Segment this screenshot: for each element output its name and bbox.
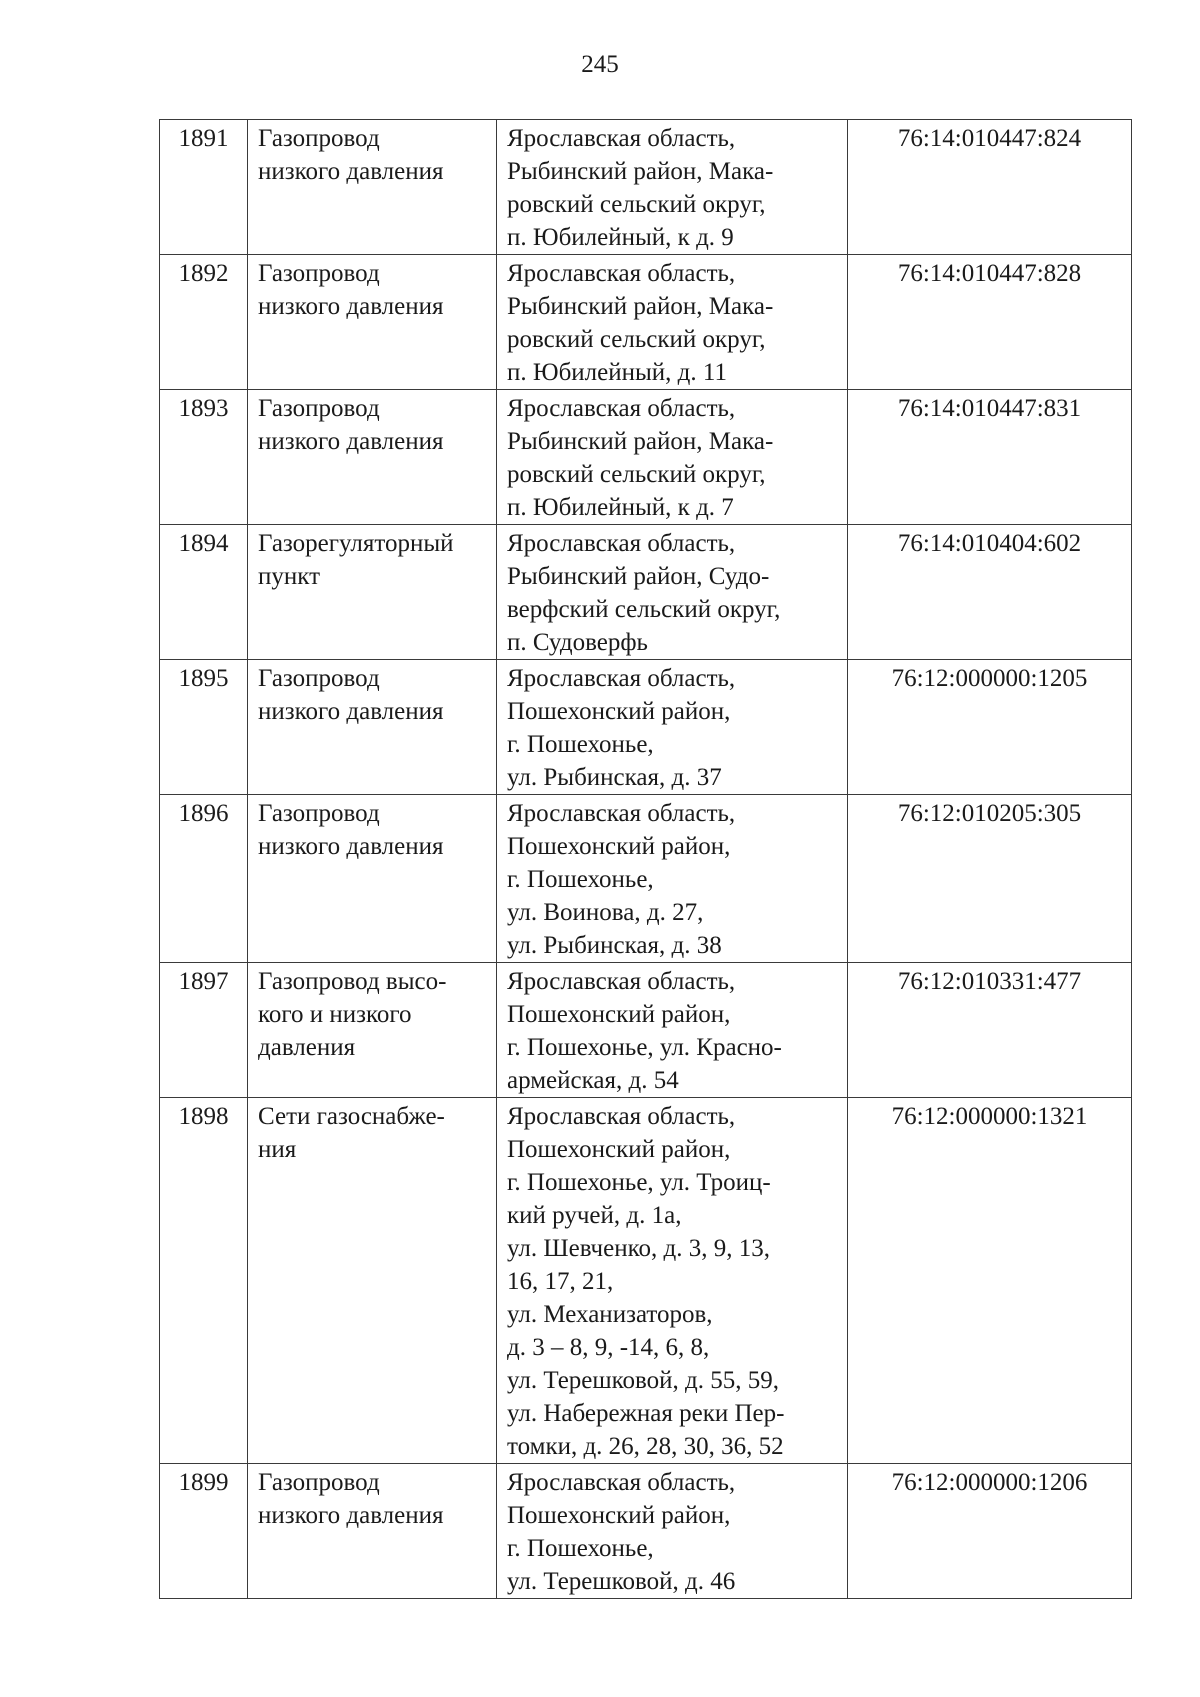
- row-number: 1897: [160, 963, 248, 1098]
- cadastral-number: 76:12:010331:477: [848, 963, 1132, 1098]
- object-address: Ярославская область, Пошехонский район, г. Пошехонье, ул. Рыбинская, д. 37: [497, 660, 848, 795]
- table-row: [160, 390, 1132, 525]
- cadastral-number: 76:12:000000:1205: [848, 660, 1132, 795]
- cadastral-number: 76:14:010447:831: [848, 390, 1132, 525]
- object-address: Ярославская область, Пошехонский район, г. Пошехонье, ул. Троиц- кий ручей, д. 1а, ул. Шевченко, д. 3, 9, 13, 16, 17, 21, ул. Механизаторов, д. 3 – 8, 9, -14, 6, 8, ул. Терешковой, д. 55, 59, ул. Набережная реки Пер- томки, д. 26, 28, 30, 36, 52: [497, 1098, 848, 1464]
- object-name: Газопровод низкого давления: [248, 255, 497, 390]
- row-number: 1892: [160, 255, 248, 390]
- object-address: Ярославская область, Пошехонский район, г. Пошехонье, ул. Красно- армейская, д. 54: [497, 963, 848, 1098]
- object-address: Ярославская область, Рыбинский район, Судо- верфский сельский округ, п. Судоверфь: [497, 525, 848, 660]
- object-address: Ярославская область, Рыбинский район, Мака- ровский сельский округ, п. Юбилейный, к д. 7: [497, 390, 848, 525]
- row-number: 1898: [160, 1098, 248, 1464]
- table-row: [160, 120, 1132, 255]
- cadastral-number: 76:14:010447:828: [848, 255, 1132, 390]
- object-address: Ярославская область, Рыбинский район, Мака- ровский сельский округ, п. Юбилейный, к д. 9: [497, 120, 848, 255]
- cadastral-number: 76:14:010404:602: [848, 525, 1132, 660]
- cadastral-number: 76:12:000000:1321: [848, 1098, 1132, 1464]
- table-row: [160, 795, 1132, 963]
- object-address: Ярославская область, Пошехонский район, г. Пошехонье, ул. Терешковой, д. 46: [497, 1464, 848, 1599]
- object-address: Ярославская область, Пошехонский район, г. Пошехонье, ул. Воинова, д. 27, ул. Рыбинская, д. 38: [497, 795, 848, 963]
- object-name: Газопровод высо- кого и низкого давления: [248, 963, 497, 1098]
- cadastral-number: 76:14:010447:824: [848, 120, 1132, 255]
- registry-table: [159, 119, 1132, 1599]
- page-number: 245: [581, 51, 619, 78]
- row-number: 1894: [160, 525, 248, 660]
- table-row: [160, 255, 1132, 390]
- table-row: [160, 963, 1132, 1098]
- row-number: 1891: [160, 120, 248, 255]
- row-number: 1896: [160, 795, 248, 963]
- table-row: [160, 1464, 1132, 1599]
- row-number: 1899: [160, 1464, 248, 1599]
- object-name: Газопровод низкого давления: [248, 660, 497, 795]
- object-name: Газопровод низкого давления: [248, 120, 497, 255]
- object-name: Газопровод низкого давления: [248, 1464, 497, 1599]
- row-number: 1895: [160, 660, 248, 795]
- table-row: [160, 1098, 1132, 1464]
- row-number: 1893: [160, 390, 248, 525]
- table-row: [160, 525, 1132, 660]
- object-name: Сети газоснабже- ния: [248, 1098, 497, 1464]
- object-name: Газопровод низкого давления: [248, 390, 497, 525]
- cadastral-number: 76:12:010205:305: [848, 795, 1132, 963]
- object-name: Газопровод низкого давления: [248, 795, 497, 963]
- cadastral-number: 76:12:000000:1206: [848, 1464, 1132, 1599]
- object-address: Ярославская область, Рыбинский район, Мака- ровский сельский округ, п. Юбилейный, д. 11: [497, 255, 848, 390]
- object-name: Газорегуляторный пункт: [248, 525, 497, 660]
- table-row: [160, 660, 1132, 795]
